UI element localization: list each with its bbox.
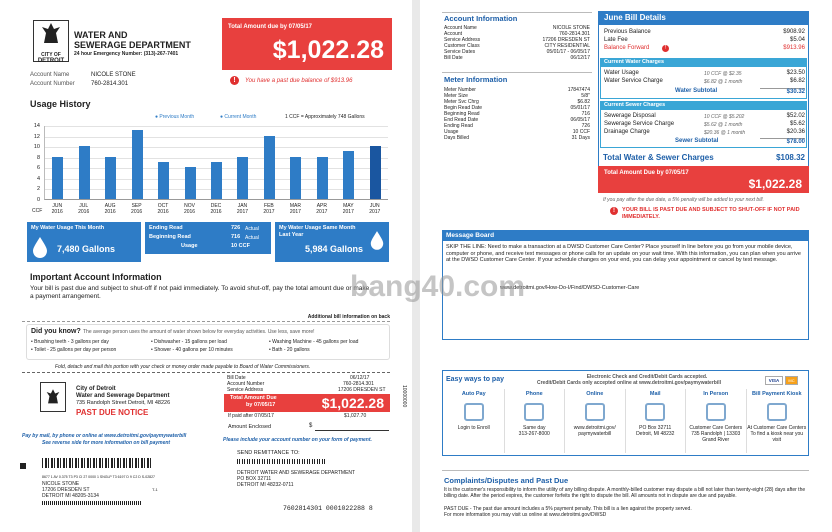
y-tick-label: 6 <box>36 165 40 172</box>
computer-icon <box>585 403 605 421</box>
x-tick-month: MAR <box>289 203 301 209</box>
amount-enclosed-label: Amount Enclosed <box>228 424 272 430</box>
bill-front-page <box>0 0 412 532</box>
complaints-p1: It is the customer's responsibility to inform the utility of any billing dispute. A monthly-billed customer may dispute a bill not later than twenty-eight (28) days after the billing date. After the period expires, the customer forfeits the right to dispute the bill. All amounts not in dispute are due and payable. <box>444 487 806 499</box>
info-value: 05/01/17 - 06/05/17 <box>546 49 590 55</box>
ending-read-tag: Actual <box>245 226 259 232</box>
tip-item: • Bath - 20 gallons <box>269 347 310 353</box>
info-label: Service Dates <box>444 49 476 55</box>
y-tick-label: 0 <box>36 197 40 203</box>
water-subtotal-label: Water Subtotal <box>675 88 718 94</box>
pay-option-title: Auto Pay <box>461 391 486 397</box>
beginning-read-value: 716 <box>231 234 241 240</box>
tip-item: • Brushing teeth - 3 gallons per day <box>31 339 109 345</box>
water-drop-icon <box>369 230 385 250</box>
total-due-label: Total Amount due by 07/05/17 <box>228 24 313 30</box>
important-info-title: Important Account Information <box>30 272 162 282</box>
x-tick-label <box>363 203 387 215</box>
tip-item: • Washing Machine - 45 gallons per load <box>269 339 359 345</box>
info-label: Ending Read <box>444 123 473 129</box>
sewer-disposal-label: Sewerage Disposal <box>604 113 656 119</box>
water-service-calc: $6.82 @ 1 month <box>704 79 743 85</box>
x-tick-year: 2016 <box>210 209 222 215</box>
water-usage-label: Water Usage <box>604 70 639 76</box>
alert-icon: ! <box>662 45 669 52</box>
x-tick-month: AUG <box>104 203 116 209</box>
water-usage-amount: $23.50 <box>786 70 805 76</box>
message-board-body: SKIP THE LINE: Need to make a transaction at a DWSD Customer Care Center? Place yourself in line before you go from your mobile device, computer or phone, and receive text messages or phone calls for an update on your wait time. With this information, you can plan when you arrive at the DWSD Customer Care Center. If your schedule changes on your end, you can delay your appointment or cancel by text message. <box>446 244 801 263</box>
prev-balance: $908.92 <box>783 29 805 35</box>
pay-option[interactable] <box>505 389 566 453</box>
past-due-message: You have a past due balance of $913.96 <box>245 78 353 84</box>
pay-option-title: In Person <box>703 391 729 397</box>
easy-pay-title: Easy ways to pay <box>446 376 504 383</box>
mailing-mark: T-1 <box>152 487 158 492</box>
info-value: 716 <box>581 111 590 117</box>
ending-read-value: 726 <box>231 225 241 231</box>
beginning-read-tag: Actual <box>245 235 259 241</box>
remit-line-2: PO BOX 32711 <box>237 476 272 482</box>
tips-box <box>26 324 390 360</box>
drainage-amount: $20.36 <box>786 129 805 135</box>
chart-bar <box>79 146 90 199</box>
info-value: 17206 DRESDEN ST <box>542 37 590 43</box>
stub-org-1: City of Detroit <box>76 386 116 392</box>
usage-this-month-value: 7,480 Gallons <box>57 244 116 254</box>
info-value: 05/01/17 <box>570 105 590 111</box>
pay-options <box>444 389 807 453</box>
shutoff-warning: YOUR BILL IS PAST DUE AND SUBJECT TO SHUT-OFF IF NOT PAID IMMEDIATELY. <box>622 207 800 220</box>
info-label: Meter Number <box>444 87 476 93</box>
mailing-city: DETROIT MI 48205-3134 <box>42 493 99 499</box>
remit-barcode <box>237 459 327 464</box>
info-value: NICOLE STONE <box>552 25 590 31</box>
x-tick-month: MAY <box>343 203 354 209</box>
autopay-icon <box>464 403 484 421</box>
stub-svc-label: Service Address <box>227 387 264 393</box>
meter-info-table <box>444 87 590 141</box>
pay-option[interactable] <box>565 389 626 453</box>
usage-last-year-tile <box>275 222 389 262</box>
y-tick-label: 8 <box>36 154 40 161</box>
stub-acct-label: Account Number <box>227 381 265 387</box>
postal-barcode <box>42 458 152 468</box>
divider <box>442 72 592 73</box>
x-tick-year: 2016 <box>104 209 116 215</box>
usage-bar-chart <box>44 126 388 200</box>
info-value: 760-2814.301 <box>559 31 590 37</box>
y-tick-label: 2 <box>36 186 40 193</box>
divider <box>442 470 809 471</box>
legend-previous: ● Previous Month <box>155 114 195 120</box>
stub-after-amount: $1,027.70 <box>344 413 367 419</box>
chart-bar <box>105 157 116 199</box>
info-row <box>444 55 590 61</box>
x-tick-year: 2016 <box>131 209 143 215</box>
pay-option-title: Mail <box>649 391 661 397</box>
x-tick-label <box>98 203 122 215</box>
total-ws-label: Total Water & Sewer Charges <box>603 153 714 162</box>
x-tick-year: 2017 <box>369 209 381 215</box>
pay-option-line: 313-267-8000 <box>518 430 550 437</box>
amount-enclosed-input[interactable] <box>315 430 389 431</box>
x-tick-label <box>178 203 202 215</box>
remit-line-1: DETROIT WATER AND SEWERAGE DEPARTMENT <box>237 470 356 476</box>
water-service-amount: $6.82 <box>789 78 805 84</box>
remit-label: SEND REMITTANCE TO: <box>237 450 300 456</box>
watermark: bang40.com <box>350 270 526 303</box>
pay-option-line: Login to Enroll <box>457 424 490 431</box>
mailing-street: 17206 DRESDEN ST <box>42 487 90 493</box>
y-tick-label: 4 <box>36 175 40 182</box>
info-value: 06/05/17 <box>570 117 590 123</box>
water-charges-title: Current Water Charges <box>600 58 807 67</box>
bill-details-title: June Bill Details <box>598 11 809 25</box>
pay-option-line: To find a kiosk near you visit <box>750 430 804 443</box>
water-usage-calc: 10 CCF @ $2.35 <box>704 71 742 77</box>
legend-ccf-note: 1 CCF = Approximately 748 Gallons <box>285 114 365 120</box>
sewer-disposal-amount: $52.02 <box>786 113 805 119</box>
x-tick-month: JUN <box>369 203 380 209</box>
late-fee-label: Late Fee <box>604 37 628 43</box>
total-due-box <box>222 18 392 70</box>
chart-bar <box>237 157 248 199</box>
x-tick-month: OCT <box>157 203 169 209</box>
late-fee: $5.04 <box>789 37 805 43</box>
tips-title: Did you know? <box>31 328 81 335</box>
info-label: Days Billed <box>444 135 470 141</box>
info-label: Service Address <box>444 37 481 43</box>
stub-due-by: by 07/05/17 <box>246 402 276 408</box>
info-value: 31 Days <box>571 135 590 141</box>
stub-total-due-amount: $1,022.28 <box>321 395 384 411</box>
stub-address: 735 Randolph Street Detroit, MI 48226 <box>76 400 171 406</box>
account-name-value: NICOLE STONE <box>91 72 136 78</box>
dept-title-2: SEWERAGE DEPARTMENT <box>74 40 191 50</box>
chart-y-axis <box>30 123 42 203</box>
pay-reverse-line: See reverse side for more information on bill payment <box>42 440 171 446</box>
x-tick-year: 2016 <box>157 209 169 215</box>
balance-forward: $913.96 <box>783 45 805 51</box>
x-tick-label <box>230 203 254 215</box>
city-seal-logo <box>33 20 69 62</box>
complaints-p2: PAST DUE - The past due amount includes a 5% payment penalty. This bill is a lien against the property served. <box>444 506 692 512</box>
usage-label: Usage <box>181 243 198 249</box>
mail-icon <box>645 403 665 421</box>
divider <box>442 12 592 13</box>
pay-subtitle-1: Electronic Check and Credit/Debit Cards accepted. <box>586 374 708 380</box>
x-tick-month: JUL <box>79 203 89 209</box>
pay-option-line: paymywaterbill <box>578 430 612 437</box>
x-tick-year: 2016 <box>183 209 196 215</box>
chart-bar <box>343 151 354 199</box>
chart-bar <box>185 167 196 199</box>
message-board-link[interactable]: www.detroitmi.gov/How-Do-I/Find/DWSD-Customer-Care <box>500 285 640 291</box>
total-ws-amount: $108.32 <box>776 153 805 162</box>
info-label: Beginning Read <box>444 111 480 117</box>
pay-methods-line: Pay by mail, by phone or online at www.detroitmi.gov/paymywaterbill <box>22 433 187 439</box>
x-tick-label <box>336 203 360 215</box>
info-label: End Read Date <box>444 117 479 123</box>
info-label: Meter Size <box>444 93 468 99</box>
registration-mark <box>20 463 26 469</box>
emergency-number: 24 hour Emergency Number: (313)-267-7401 <box>74 51 179 57</box>
x-tick-label <box>72 203 96 215</box>
stub-side-code: 10000000 <box>401 385 407 408</box>
info-label: Begin Read Date <box>444 105 483 111</box>
pay-option-line: www.detroitmi.gov/ <box>573 424 616 431</box>
meter-read-tile <box>145 222 271 254</box>
usage-this-month-tile <box>27 222 141 262</box>
info-label: Meter Svc Chrg <box>444 99 479 105</box>
mailing-name: NICOLE STONE <box>42 481 80 487</box>
info-label: Customer Class <box>444 43 480 49</box>
account-number-label: Account Number <box>30 81 75 87</box>
x-tick-label <box>283 203 307 215</box>
late-penalty-note: If you pay after the due date, a 5% penalty will be added to your next bill. <box>603 197 764 203</box>
ending-read-label: Ending Read <box>149 225 183 231</box>
stub-acct: 760-2814.301 <box>343 381 374 387</box>
x-tick-label <box>45 203 69 215</box>
drainage-calc: $20.36 @ 1 month <box>704 130 746 136</box>
chart-gridline <box>45 137 388 138</box>
pay-option-line: 735 Randolph | 13303 Grand River <box>691 430 741 443</box>
chart-gridline <box>45 147 388 148</box>
info-value: 726 <box>581 123 590 129</box>
x-tick-year: 2016 <box>51 209 63 215</box>
past-due-notice: PAST DUE NOTICE <box>76 408 149 417</box>
info-label: Bill Date <box>444 55 463 61</box>
water-subtotal: $30.32 <box>760 88 805 96</box>
right-total-due-amount: $1,022.28 <box>748 177 802 191</box>
pay-option[interactable] <box>626 389 687 453</box>
x-tick-year: 2017 <box>289 209 301 215</box>
chart-bar <box>211 162 222 199</box>
x-tick-month: DEC <box>210 203 222 209</box>
info-value: 17847474 <box>567 87 590 93</box>
pay-option-line: Same day <box>522 424 546 431</box>
x-tick-month: APR <box>316 203 327 209</box>
chart-x-axis <box>44 203 388 217</box>
usage-this-month-label: My Water Usage This Month <box>31 225 105 231</box>
stub-bill-date: 06/12/17 <box>350 375 370 381</box>
stub-logo <box>40 382 66 412</box>
account-info-title: Account Information <box>444 14 518 23</box>
pay-option-title: Phone <box>525 391 543 397</box>
chart-gridline <box>45 158 388 159</box>
x-tick-month: JAN <box>237 203 248 209</box>
chart-bar <box>158 162 169 199</box>
stub-svc: 17206 DRESDEN ST <box>338 387 386 393</box>
usage-history-title: Usage History <box>30 99 91 109</box>
chart-bar <box>132 130 143 199</box>
chart-bar <box>264 136 275 199</box>
logo-city-of: CITY OF <box>41 52 61 58</box>
info-value: 10 CCF <box>572 129 590 135</box>
tear-instruction: Fold, detach and mail this portion with your check or money order made payable to Board of Water Commissioners. <box>55 364 311 370</box>
tips-intro: The average person uses the amount of water shown below for everyday activities. Use less, save more! <box>83 329 315 335</box>
total-due-amount: $1,022.28 <box>272 36 384 64</box>
pay-option-line: At Customer Care Centers <box>747 424 807 431</box>
x-tick-label <box>204 203 228 215</box>
pay-option[interactable] <box>686 389 747 453</box>
info-row <box>444 135 590 141</box>
sewer-service-label: Sewerage Service Charge <box>604 121 675 127</box>
y-tick-label: 14 <box>33 123 40 129</box>
remit-line-3: DETROIT MI 48232-0711 <box>237 482 294 488</box>
chart-ccf-label: CCF <box>32 208 43 214</box>
x-tick-year: 2017 <box>236 209 249 215</box>
message-board-title: Message Board <box>442 230 809 241</box>
x-tick-month: JUN <box>52 203 63 209</box>
x-tick-label <box>257 203 281 215</box>
more-info-note: Additional bill information on back <box>307 314 390 320</box>
mailing-barcode <box>42 501 142 505</box>
x-tick-month: NOV <box>184 203 195 209</box>
usage-last-year-value: 5,984 Gallons <box>305 244 364 254</box>
sewer-subtotal: $78.00 <box>760 138 805 146</box>
complaints-title: Complaints/Disputes and Past Due <box>444 476 569 485</box>
usage-value: 10 CCF <box>231 243 250 249</box>
spirit-statue-icon <box>41 383 65 411</box>
chart-bar <box>317 157 328 199</box>
info-label: Account Name <box>444 25 477 31</box>
sewer-service-calc: $5.62 @ 1 month <box>704 122 743 128</box>
pay-option[interactable] <box>747 389 808 453</box>
stub-total-due-box <box>224 394 390 412</box>
info-label: Usage <box>444 129 459 135</box>
mailing-code: 8677 1 AV 0.375 T3 P3 CI 27 0000 1 SNGLP T3 6197 D 9 C2 D S-02827 <box>42 475 155 479</box>
dept-title-1: WATER AND <box>74 30 128 40</box>
info-value: $6.82 <box>577 99 590 105</box>
tip-item: • Dishwasher - 15 gallons per load <box>151 339 227 345</box>
stub-total-due-label: Total Amount Due <box>230 395 277 401</box>
right-total-due-label: Total Amount Due by 07/05/17 <box>604 170 689 176</box>
building-icon <box>706 403 726 421</box>
stub-bill-date-label: Bill Date <box>227 375 246 381</box>
x-tick-year: 2017 <box>342 209 354 215</box>
chart-bar <box>370 146 381 199</box>
sewer-disposal-calc: 10 CCF @ $5.202 <box>704 114 745 120</box>
chart-bar <box>290 157 301 199</box>
mastercard-icon: MC <box>785 376 798 385</box>
amount-enclosed-symbol: $ <box>309 423 313 429</box>
legend-current: ● Current Month <box>220 114 257 120</box>
y-tick-label: 12 <box>33 133 40 140</box>
sewer-subtotal-label: Sewer Subtotal <box>675 138 719 144</box>
kiosk-icon <box>767 403 787 421</box>
usage-last-year-label: My Water Usage Same Month Last Year <box>279 225 356 238</box>
pay-option-title: Online <box>586 391 604 397</box>
pay-option-line: Detroit, MI 48232 <box>636 430 675 437</box>
account-info-table <box>444 25 590 61</box>
stub-org-2: Water and Sewerage Department <box>76 393 170 399</box>
logo-detroit: DETROIT <box>37 58 65 64</box>
pay-subtitle-2: Credit/Debit Cards only accepted online at www.detroitmi.gov/paymywaterbill <box>536 380 722 386</box>
info-value: CITY RESIDENTIAL <box>544 43 590 49</box>
pay-option-line: PO Box 32711 <box>639 424 672 431</box>
include-account-line: Please include your account number on your form of payment. <box>223 437 372 443</box>
x-tick-label <box>125 203 149 215</box>
beginning-read-label: Beginning Read <box>149 234 191 240</box>
legend-previous-label: Previous Month <box>159 114 195 120</box>
right-total-due-box <box>598 166 809 193</box>
x-tick-year: 2016 <box>78 209 90 215</box>
tip-item: • Toilet - 25 gallons per day per person <box>31 347 117 353</box>
prev-balance-label: Previous Balance <box>604 29 651 35</box>
account-number-value: 760-2814.301 <box>91 81 129 87</box>
legend-current-label: Current Month <box>224 114 257 120</box>
important-info-text: Your bill is past due and subject to shut-off if not paid immediately. To avoid shut-off, pay the total amount due or make a payment arrangement. <box>30 285 370 300</box>
pay-option-line: Customer Care Centers <box>689 424 743 431</box>
visa-icon: VISA <box>765 376 783 385</box>
x-tick-year: 2017 <box>263 209 275 215</box>
chart-bar <box>52 157 63 199</box>
drainage-label: Drainage Charge <box>604 129 650 135</box>
stub-after-label: If paid after 07/05/17 <box>228 413 274 419</box>
sewer-charges-title: Current Sewer Charges <box>600 101 807 110</box>
alert-icon: ! <box>610 207 618 215</box>
divider <box>22 321 390 322</box>
phone-icon <box>524 403 544 421</box>
complaints-p3: For more information you may visit us online at www.detroitmi.gov/DWSD <box>444 512 607 518</box>
scan-line: 7602814301 0001022288 8 <box>283 505 373 512</box>
tip-item: • Shower - 40 gallons per 10 minutes <box>151 347 233 353</box>
balance-forward-label: Balance Forward <box>604 45 650 51</box>
meter-info-title: Meter Information <box>444 75 508 84</box>
chart-gridline <box>45 126 388 127</box>
x-tick-year: 2017 <box>316 209 328 215</box>
x-tick-month: SEP <box>131 203 142 209</box>
x-tick-label <box>310 203 334 215</box>
x-tick-label <box>151 203 175 215</box>
water-service-label: Water Service Charge <box>604 78 663 84</box>
bill-back-page <box>420 0 832 532</box>
water-drop-icon <box>31 236 49 258</box>
info-value: 5/8" <box>581 93 590 99</box>
account-name-label: Account Name <box>30 72 70 78</box>
tear-line <box>22 372 390 373</box>
sewer-service-amount: $5.62 <box>789 121 805 127</box>
x-tick-month: FEB <box>264 203 274 209</box>
pay-option[interactable] <box>444 389 505 453</box>
y-tick-label: 10 <box>33 144 40 151</box>
info-label: Account <box>444 31 463 37</box>
pay-option-title: Bill Payment Kiosk <box>751 391 802 397</box>
alert-icon: ! <box>230 76 239 85</box>
info-value: 06/12/17 <box>570 55 590 61</box>
spirit-statue-icon <box>34 21 68 47</box>
